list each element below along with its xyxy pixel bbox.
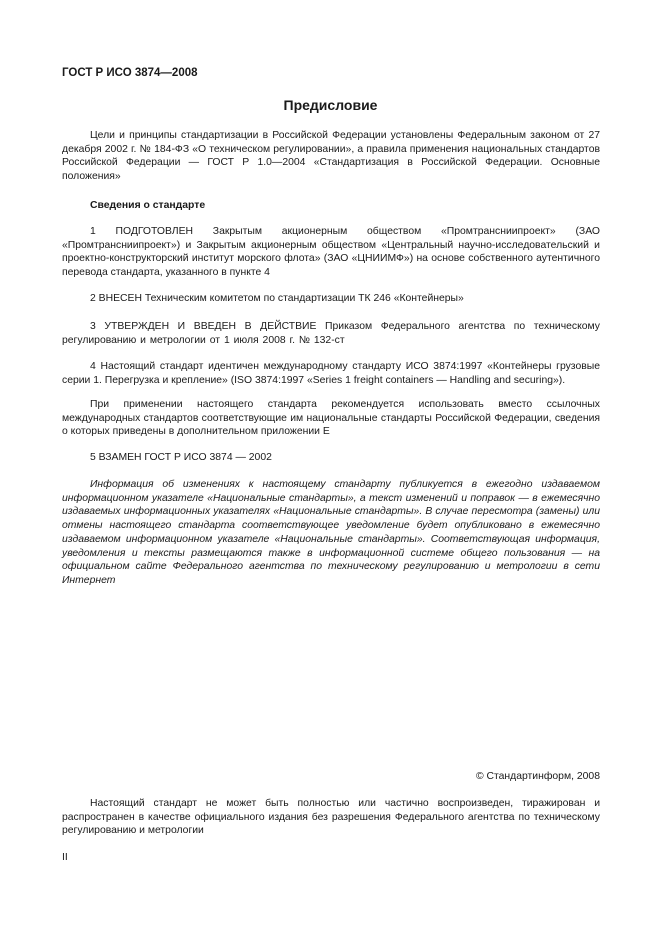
item-identical: 4 Настоящий стандарт идентичен международному стандарту ИСО 3874:1997 «Контейнеры грузовые серии 1. Перегрузка и крепление» (ISO 3874:1997 «Series 1 freight containers — Handling and securing»). bbox=[62, 361, 600, 386]
item-prepared: 1 ПОДГОТОВЛЕН Закрытым акционерным обществом «Промтрансниипроект» (ЗАО «Промтрансниипроект») и Закрытым акционерным обществом «Центральный научно-исследовательский и проектно-конструкторский институт морского флота» (ЗАО «ЦНИИМФ») на основе собственного аутентичного перевода стандарта, указанного в пункте 4 bbox=[62, 226, 600, 279]
item-approved: 3 УТВЕРЖДЕН И ВВЕДЕН В ДЕЙСТВИЕ Приказом Федерального агентства по техническому регулированию и метрологии от 1 июля 2008 г. № 132-ст bbox=[62, 321, 600, 346]
reproduction-notice: Настоящий стандарт не может быть полностью или частично воспроизведен, тиражирован и распространен в качестве официального издания без разрешения Федерального агентства по техническому регулированию и метрологии bbox=[62, 798, 600, 837]
section-subheading: Сведения о стандарте bbox=[90, 200, 206, 211]
copyright-line: © Стандартинформ, 2008 bbox=[475, 771, 600, 782]
document-id-header: ГОСТ Р ИСО 3874—2008 bbox=[62, 67, 198, 79]
item-application-note: При применении настоящего стандарта рекомендуется использовать вместо ссылочных международных стандартов соответствующие им национальные стандарты Российской Федерации, сведения о которых приведены в дополнительном приложении Е bbox=[62, 399, 600, 438]
page-number: II bbox=[62, 852, 68, 863]
page-title: Предисловие bbox=[283, 97, 378, 113]
item-replaces: 5 ВЗАМЕН ГОСТ Р ИСО 3874 — 2002 bbox=[90, 452, 272, 463]
item-submitted: 2 ВНЕСЕН Техническим комитетом по стандартизации ТК 246 «Контейнеры» bbox=[90, 293, 464, 304]
notice-paragraph: Информация об изменениях к настоящему стандарту публикуется в ежегодно издаваемом информационном указателе «Национальные стандарты», а текст изменений и поправок — в ежемесячно издаваемых информационных указателях «Национальные стандарты». В случае пересмотра (замены) или отмены настоящего стандарта соответствующее уведомление будет опубликовано в ежемесячно издаваемом информационном указателе «Национальные стандарты». Соответствующая информация, уведомления и тексты размещаются также в информационной системе общего пользования — на официальном сайте Федерального агентства по техническому регулированию и метрологии в сети Интернет bbox=[62, 479, 600, 586]
intro-paragraph: Цели и принципы стандартизации в Российской Федерации установлены Федеральным законом от 27 декабря 2002 г. № 184-ФЗ «О техническом регулировании», а правила применения национальных стандартов Российской Федерации — ГОСТ Р 1.0—2004 «Стандартизация в Российской Федерации. Основные положения» bbox=[62, 130, 600, 183]
